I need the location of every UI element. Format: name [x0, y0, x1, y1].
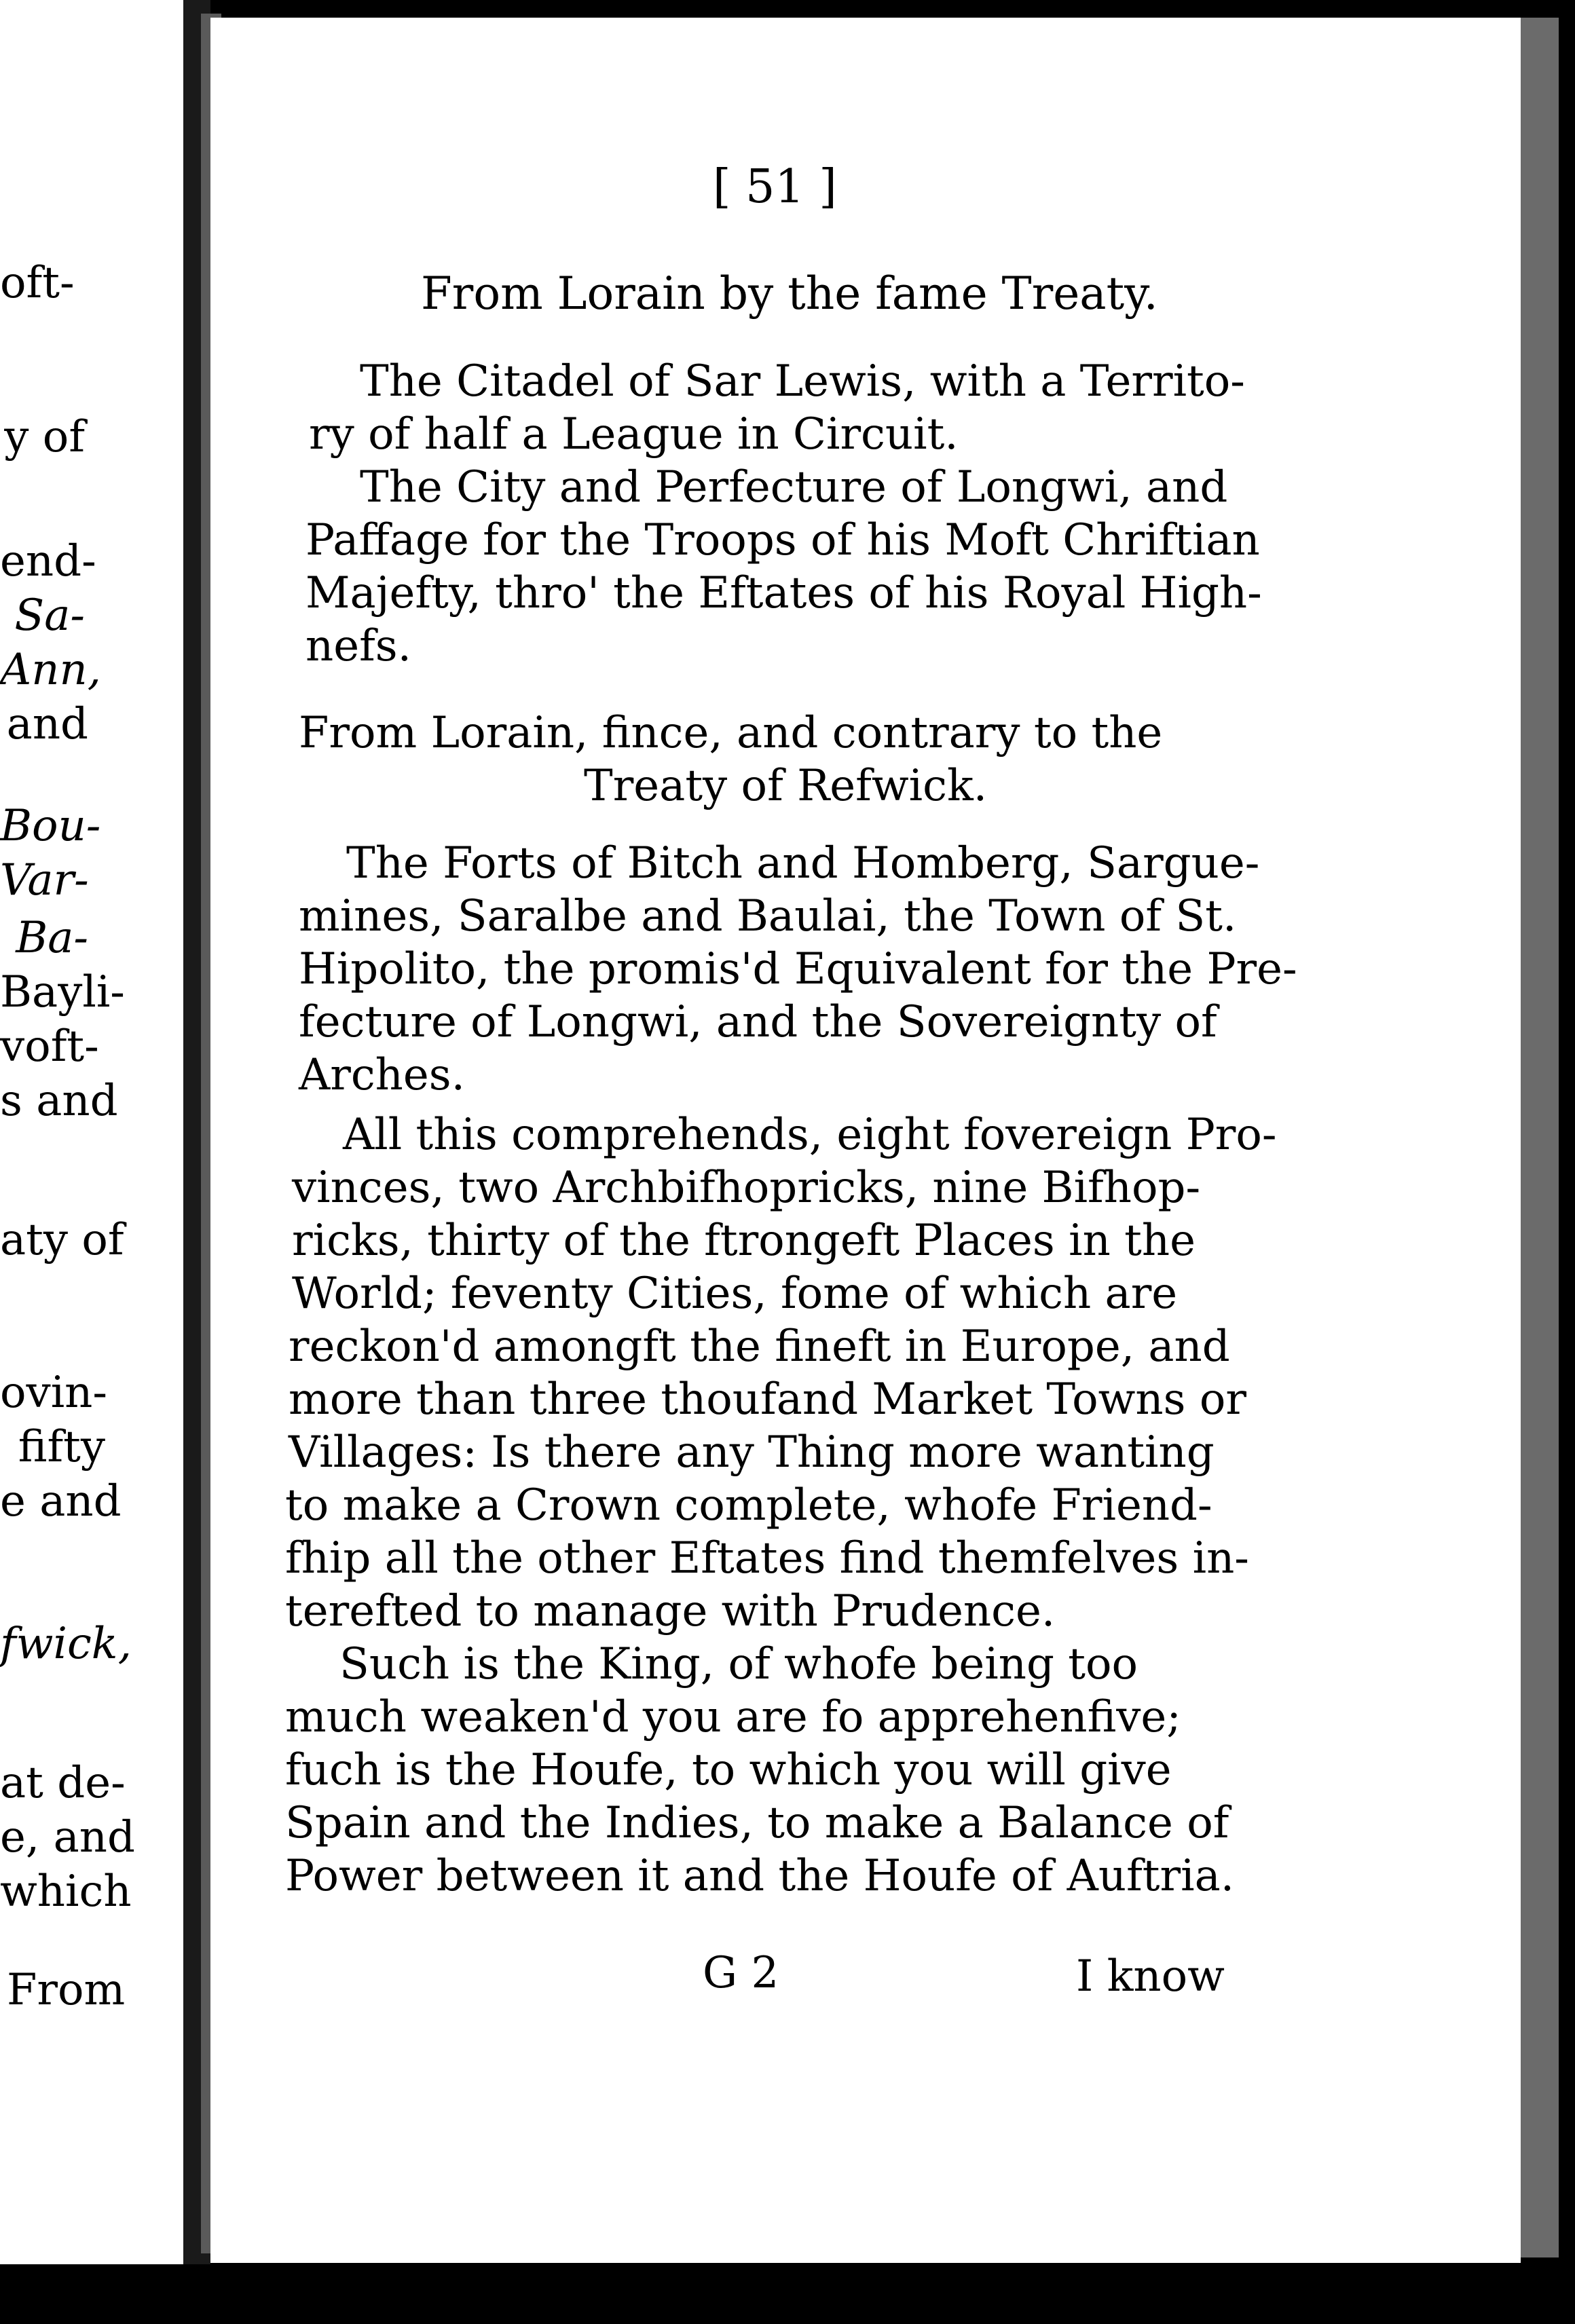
- text-line: Villages: Is there any Thing more wanting: [289, 1427, 1215, 1478]
- text-line: Hipolito, the promis'd Equivalent for the Pre-: [299, 944, 1297, 994]
- left-fragment: fwick,: [0, 1619, 132, 1669]
- scan-border: [0, 2264, 1575, 2324]
- text-line: terefted to manage with Prudence.: [285, 1586, 1056, 1636]
- section-heading: From Lorain, fince, and contrary to the: [299, 708, 1163, 758]
- left-fragment: Bayli-: [0, 967, 125, 1017]
- left-fragment: voft-: [0, 1022, 99, 1072]
- text-line: to make a Crown complete, whofe Friend-: [285, 1480, 1212, 1531]
- signature-mark: G 2: [703, 1948, 779, 1998]
- left-fragment: end-: [0, 536, 96, 586]
- text-line: mines, Saralbe and Baulai, the Town of St.: [299, 891, 1237, 941]
- left-fragment: From: [7, 1965, 126, 2015]
- page-number: [ 51 ]: [713, 160, 837, 214]
- text-line: Spain and the Indies, to make a Balance of: [285, 1798, 1229, 1848]
- left-fragment: s and: [0, 1076, 118, 1126]
- text-line: Power between it and the Houfe of Auftria.: [285, 1851, 1235, 1901]
- left-fragment: ovin-: [0, 1368, 107, 1418]
- left-fragment: Ann,: [0, 645, 101, 695]
- left-fragment: at de-: [0, 1758, 126, 1808]
- left-fragment: e and: [0, 1476, 122, 1526]
- text-line: Majefty, thro' the Eftates of his Royal High-: [305, 568, 1262, 618]
- left-fragment: fifty: [18, 1422, 105, 1472]
- text-line: All this comprehends, eight fovereign Pro-: [343, 1110, 1277, 1160]
- left-fragment: oft-: [0, 258, 75, 308]
- section-heading: From Lorain by the fame Treaty.: [421, 267, 1158, 320]
- left-fragment: e, and: [0, 1812, 135, 1862]
- text-line: The Forts of Bitch and Homberg, Sargue-: [346, 838, 1260, 888]
- text-line: Paffage for the Troops of his Moft Chriftian: [305, 515, 1260, 565]
- text-line: Arches.: [299, 1050, 465, 1100]
- text-line: nefs.: [305, 621, 411, 671]
- left-fragment: and: [6, 699, 88, 749]
- left-page: [0, 0, 183, 2264]
- text-line: The City and Perfecture of Longwi, and: [360, 462, 1228, 512]
- left-fragment: aty of: [0, 1215, 124, 1265]
- text-line: ry of half a League in Circuit.: [309, 409, 959, 460]
- page-edge: [1521, 18, 1559, 2257]
- left-fragment: Var-: [0, 855, 89, 905]
- catchword: I know: [1076, 1951, 1225, 2002]
- text-line: vinces, two Archbifhopricks, nine Bifhop-: [292, 1163, 1201, 1213]
- section-heading: Treaty of Refwick.: [584, 761, 988, 811]
- text-line: Such is the King, of whofe being too: [339, 1639, 1138, 1689]
- left-fragment: which: [0, 1867, 132, 1917]
- text-line: ricks, thirty of the ftrongeft Places in the: [292, 1216, 1196, 1266]
- text-line: World; feventy Cities, fome of which are: [292, 1269, 1178, 1319]
- text-line: more than three thoufand Market Towns or: [289, 1374, 1246, 1425]
- left-fragment: Sa-: [14, 591, 85, 641]
- text-line: fecture of Longwi, and the Sovereignty of: [299, 997, 1217, 1047]
- text-line: fuch is the Houfe, to which you will give: [285, 1745, 1172, 1795]
- text-line: reckon'd amongft the fineft in Europe, and: [289, 1322, 1230, 1372]
- text-line: fhip all the other Eftates find themfelves in-: [285, 1533, 1249, 1583]
- text-line: The Citadel of Sar Lewis, with a Territo-: [360, 356, 1245, 407]
- left-fragment: Ba-: [16, 913, 88, 963]
- left-fragment: Bou-: [0, 801, 101, 851]
- left-fragment: y of: [4, 412, 85, 462]
- text-line: much weaken'd you are fo apprehenfive;: [285, 1692, 1181, 1742]
